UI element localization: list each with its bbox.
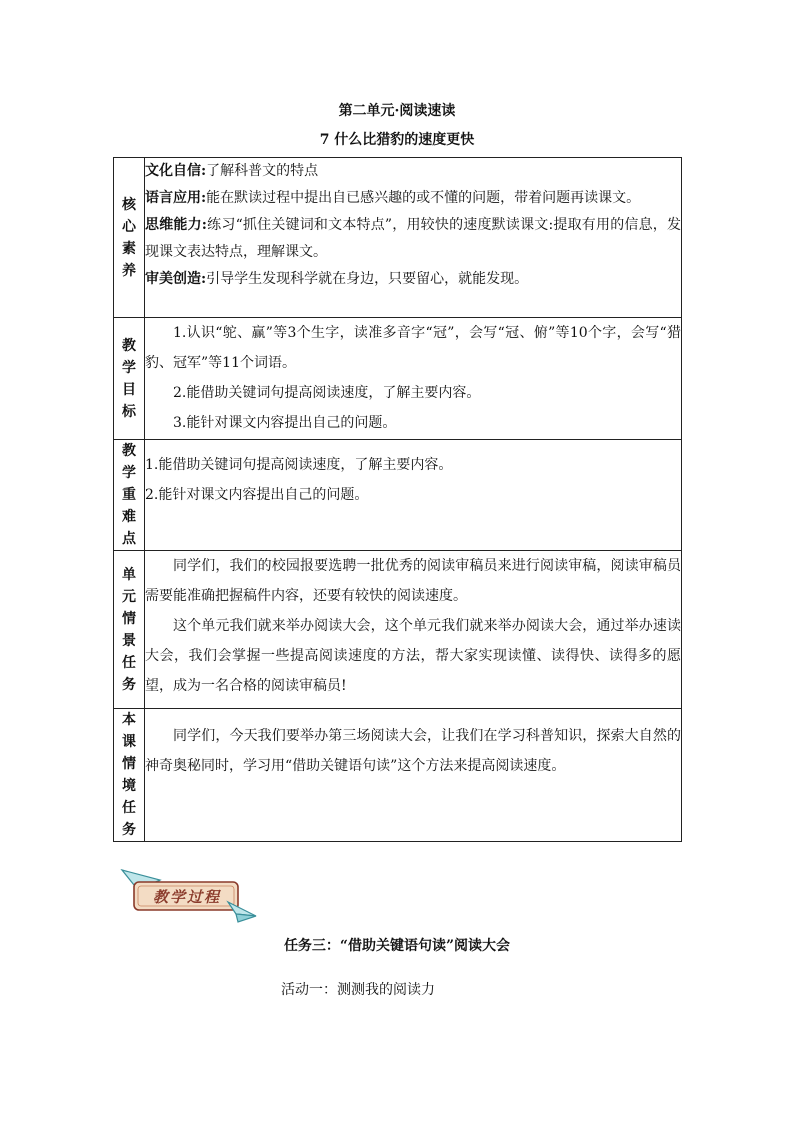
row-head-lesson-task: 本 课 情 境 任 务 [114,709,145,842]
row-body-core-literacy [145,158,682,318]
lesson-task-paragraph: 同学们，今天我们要举办第三场阅读大会，让我们在学习科普知识，探索大自然的神奇奥秘同时，学习用“借助关键语句读”这个方法来提高阅读速度。 [145,728,681,774]
literacy-item: 语言应用:能在默读过程中提出自已感兴趣的或不懂的问题，带着问题再读课文。 [145,190,641,206]
teaching-process-badge [120,866,260,924]
row-key-points [114,440,682,551]
row-body-key-points [145,440,682,551]
literacy-item: 审美创造:引导学生发现科学就在身边，只要留心，就能发现。 [145,271,529,287]
lesson-plan-table [113,157,682,842]
task-title: 任务三：“借助关键语句读”阅读大会 [283,938,511,954]
row-lesson-task [114,709,682,842]
activity-title: 活动一：测测我的阅读力 [281,982,435,998]
row-teaching-goals [114,318,682,440]
goal-item: 3.能针对课文内容提出自己的问题。 [173,415,397,431]
row-head-unit-task: 单 元 情 景 任 务 [114,551,145,709]
teaching-process-label: 教学过程 [152,888,221,906]
row-body-unit-task [145,551,682,709]
row-head-key-points: 教 学 重 难 点 [114,440,145,551]
row-core-literacy [114,158,682,318]
row-unit-task [114,551,682,709]
key-point-item: 1.能借助关键词句提高阅读速度，了解主要内容。 [145,457,453,473]
literacy-item: 思维能力:练习“抓住关键词和文本特点”，用较快的速度默读课文:提取有用的信息，发现课文表达特点，理解课文。 [145,217,681,260]
key-point-item: 2.能针对课文内容提出自己的问题。 [145,487,369,503]
row-head-core-literacy: 核 心 素 养 [114,158,145,318]
unit-task-paragraph: 这个单元我们就来举办阅读大会，这个单元我们就来举办阅读大会，通过举办速读大会，我们会掌握一些提高阅读速度的方法，帮大家实现读懂、读得快、读得多的愿望，成为一名合格的阅读审稿员! [145,618,681,694]
lesson-title: 7 什么比猎豹的速度更快 [319,132,475,148]
goal-item: 1.认识“鸵、赢”等3个生字，读准多音字“冠”，会写“冠、俯”等10个字，会写“猎豹、冠军”等11个词语。 [145,325,681,371]
unit-task-paragraph: 同学们，我们的校园报要选聘一批优秀的阅读审稿员来进行阅读审稿，阅读审稿员需要能准确把握稿件内容，还要有较快的阅读速度。 [145,558,681,604]
literacy-item: 文化自信:了解科普文的特点 [145,163,319,179]
goal-item: 2.能借助关键词句提高阅读速度，了解主要内容。 [173,385,481,401]
row-body-teaching-goals [145,318,682,440]
unit-title: 第二单元·阅读速读 [338,103,456,119]
row-body-lesson-task [145,709,682,842]
row-head-teaching-goals: 教 学 目 标 [114,318,145,440]
